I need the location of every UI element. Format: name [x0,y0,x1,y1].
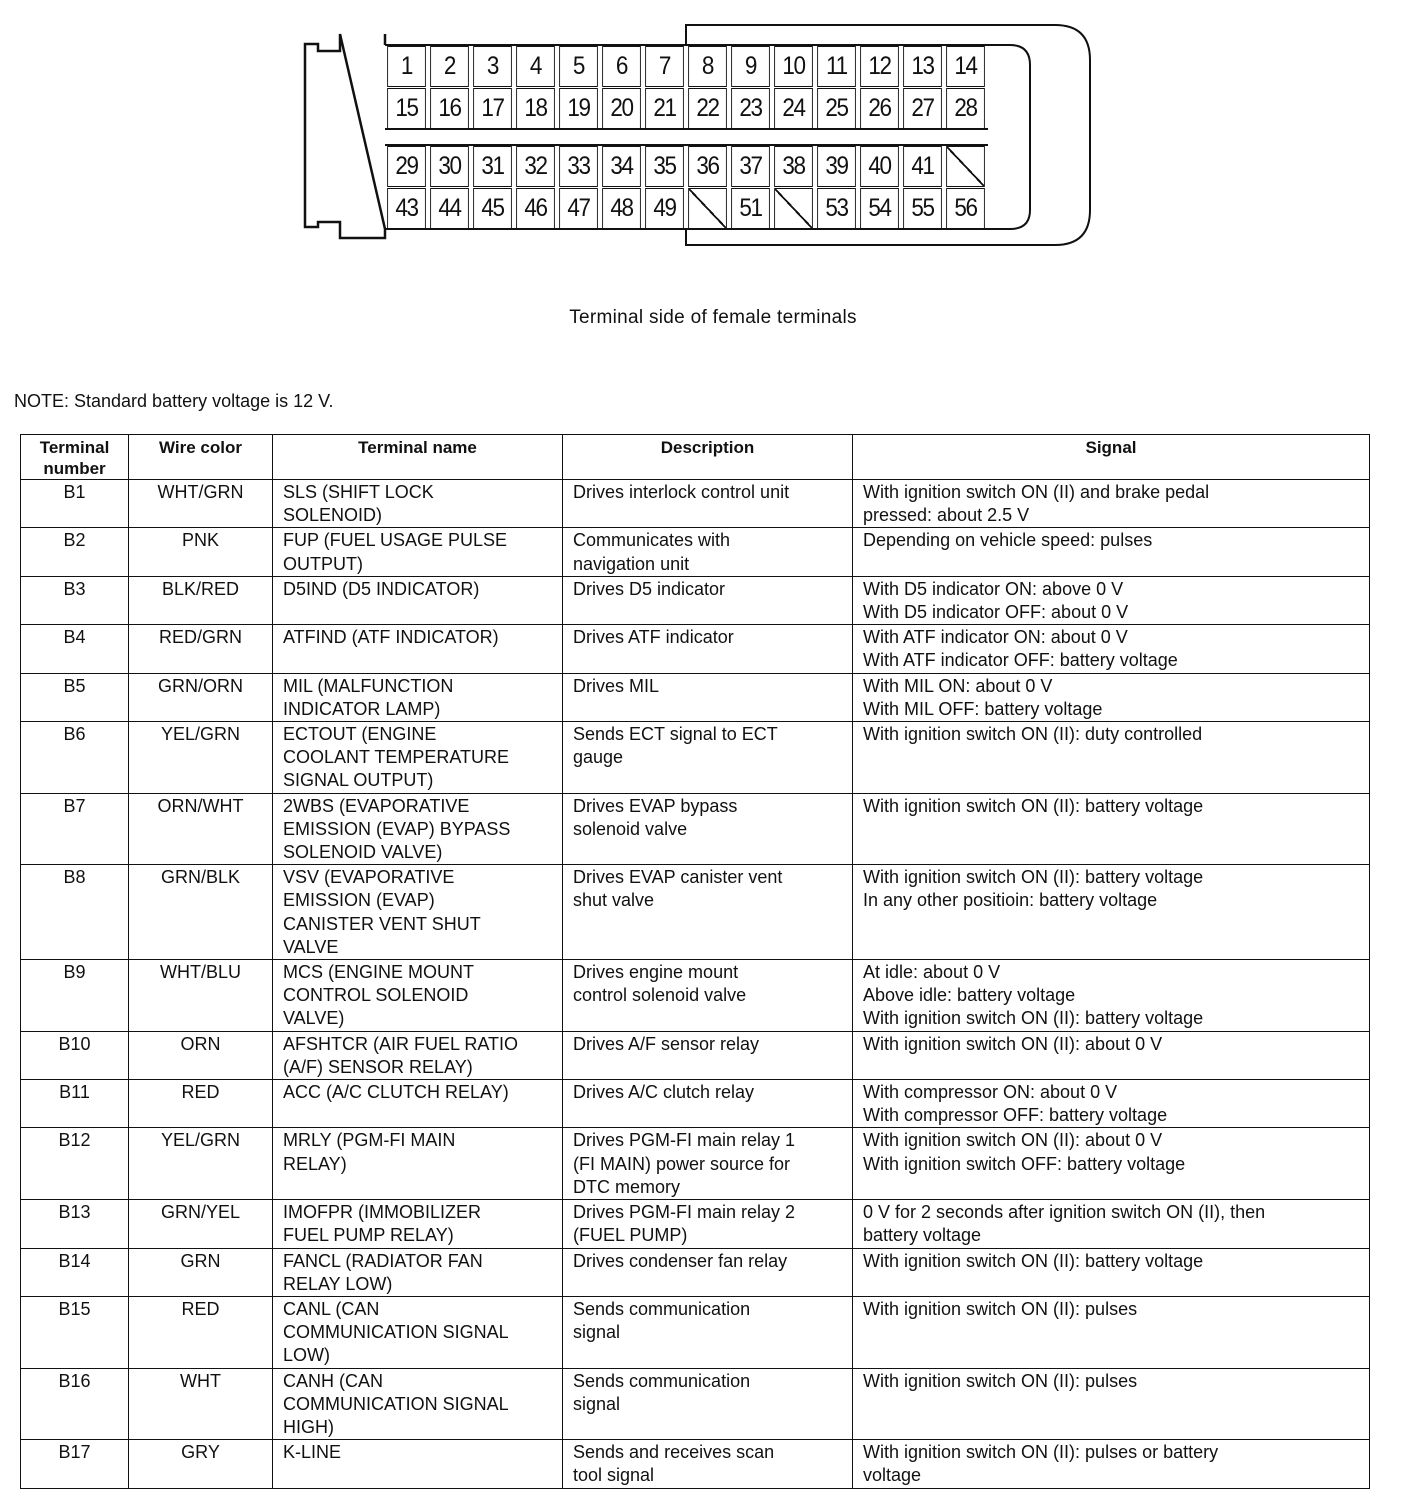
connector-terminal: 24 [774,88,813,129]
connector-terminal: 5 [559,46,598,87]
description-cell: Drives EVAP bypass solenoid valve [563,793,853,865]
wire-color-cell: RED/GRN [129,625,273,673]
connector-terminal: 22 [688,88,727,129]
table-row [21,960,1370,1032]
terminal-name-cell: CANL (CAN COMMUNICATION SIGNAL LOW) [273,1296,563,1368]
signal-cell: With D5 indicator ON: above 0 V With D5 indicator OFF: about 0 V [853,576,1370,624]
connector-terminal: 9 [731,46,770,87]
terminal-number-cell: B3 [21,576,129,624]
wire-color-cell: WHT/BLU [129,960,273,1032]
connector-terminal: 32 [516,146,555,187]
connector-terminal: 3 [473,46,512,87]
signal-cell: With ignition switch ON (II): pulses or battery voltage [853,1440,1370,1488]
table-row [21,576,1370,624]
wire-color-cell: ORN [129,1031,273,1079]
signal-cell: With ignition switch ON (II): battery voltage In any other positioin: battery voltage [853,865,1370,960]
connector-caption: Terminal side of female terminals [569,307,857,328]
description-cell: Drives EVAP canister vent shut valve [563,865,853,960]
terminal-number-cell: B5 [21,673,129,721]
table-row [21,1080,1370,1128]
terminal-number-cell: B7 [21,793,129,865]
connector-terminal: 1 [387,46,426,87]
connector-terminal: 16 [430,88,469,129]
description-cell: Drives PGM-FI main relay 1 (FI MAIN) power source for DTC memory [563,1128,853,1200]
table-row [21,722,1370,794]
signal-cell: With ATF indicator ON: about 0 V With ATF indicator OFF: battery voltage [853,625,1370,673]
table-row [21,1248,1370,1296]
connector-terminal: 39 [817,146,856,187]
table-row [21,1031,1370,1079]
header-wire-color: Wire color [129,435,273,480]
description-cell: Sends and receives scan tool signal [563,1440,853,1488]
description-cell: Sends communication signal [563,1368,853,1440]
terminal-table [20,434,1370,1489]
connector-diagram [0,0,1408,328]
connector-terminal: 8 [688,46,727,87]
wire-color-cell: YEL/GRN [129,722,273,794]
connector-terminal: 37 [731,146,770,187]
terminal-number-cell: B13 [21,1200,129,1248]
wire-color-cell: GRN [129,1248,273,1296]
table-row [21,1368,1370,1440]
connector-terminal: 26 [860,88,899,129]
connector-terminal: 23 [731,88,770,129]
signal-cell: With ignition switch ON (II): duty controlled [853,722,1370,794]
description-cell: Drives condenser fan relay [563,1248,853,1296]
header-signal: Signal [853,435,1370,480]
description-cell: Drives D5 indicator [563,576,853,624]
description-cell: Drives MIL [563,673,853,721]
signal-cell: At idle: about 0 V Above idle: battery voltage With ignition switch ON (II): battery voltage [853,960,1370,1032]
terminal-name-cell: K-LINE [273,1440,563,1488]
terminal-name-cell: FANCL (RADIATOR FAN RELAY LOW) [273,1248,563,1296]
signal-cell: With ignition switch ON (II) and brake pedal pressed: about 2.5 V [853,480,1370,528]
connector-terminal: 28 [946,88,985,129]
terminal-number-cell: B11 [21,1080,129,1128]
terminal-name-cell: ATFIND (ATF INDICATOR) [273,625,563,673]
description-cell: Drives A/C clutch relay [563,1080,853,1128]
connector-terminal-unused [946,146,985,187]
connector-terminal: 18 [516,88,555,129]
terminal-name-cell: FUP (FUEL USAGE PULSE OUTPUT) [273,528,563,576]
terminal-name-cell: IMOFPR (IMMOBILIZER FUEL PUMP RELAY) [273,1200,563,1248]
signal-cell: With ignition switch ON (II): pulses [853,1296,1370,1368]
terminal-name-cell: SLS (SHIFT LOCK SOLENOID) [273,480,563,528]
connector-terminal: 55 [903,188,942,229]
connector-terminal: 38 [774,146,813,187]
connector-terminal: 46 [516,188,555,229]
connector-terminal: 2 [430,46,469,87]
connector-terminal: 44 [430,188,469,229]
description-cell: Drives ATF indicator [563,625,853,673]
note-text: NOTE: Standard battery voltage is 12 V. [14,391,334,411]
terminal-name-cell: VSV (EVAPORATIVE EMISSION (EVAP) CANISTER VENT SHUT VALVE [273,865,563,960]
terminal-number-cell: B15 [21,1296,129,1368]
connector-terminal: 17 [473,88,512,129]
table-header-row [21,435,1370,480]
connector-terminal: 21 [645,88,684,129]
connector-terminal-unused [774,188,813,229]
terminal-number-cell: B17 [21,1440,129,1488]
connector-terminal: 48 [602,188,641,229]
connector-terminal: 33 [559,146,598,187]
signal-cell: With MIL ON: about 0 V With MIL OFF: battery voltage [853,673,1370,721]
table-row [21,673,1370,721]
terminal-name-cell: ACC (A/C CLUTCH RELAY) [273,1080,563,1128]
wire-color-cell: RED [129,1296,273,1368]
table-row [21,1296,1370,1368]
table-row [21,793,1370,865]
connector-terminal: 19 [559,88,598,129]
connector-terminal: 34 [602,146,641,187]
description-cell: Drives A/F sensor relay [563,1031,853,1079]
header-terminal-number: Terminal number [21,435,129,480]
terminal-name-cell: AFSHTCR (AIR FUEL RATIO (A/F) SENSOR RELAY) [273,1031,563,1079]
connector-terminal: 47 [559,188,598,229]
terminal-name-cell: MRLY (PGM-FI MAIN RELAY) [273,1128,563,1200]
table-row [21,528,1370,576]
description-cell: Sends communication signal [563,1296,853,1368]
terminal-name-cell: 2WBS (EVAPORATIVE EMISSION (EVAP) BYPASS SOLENOID VALVE) [273,793,563,865]
connector-terminal: 27 [903,88,942,129]
wire-color-cell: RED [129,1080,273,1128]
connector-terminal: 40 [860,146,899,187]
connector-terminal: 4 [516,46,555,87]
terminal-number-cell: B8 [21,865,129,960]
connector-terminal: 15 [387,88,426,129]
signal-cell: With ignition switch ON (II): about 0 V [853,1031,1370,1079]
wire-color-cell: WHT [129,1368,273,1440]
terminal-name-cell: D5IND (D5 INDICATOR) [273,576,563,624]
connector-terminal: 10 [774,46,813,87]
header-description: Description [563,435,853,480]
wire-color-cell: YEL/GRN [129,1128,273,1200]
terminal-name-cell: MIL (MALFUNCTION INDICATOR LAMP) [273,673,563,721]
terminal-number-cell: B14 [21,1248,129,1296]
connector-terminal: 35 [645,146,684,187]
terminal-number-cell: B1 [21,480,129,528]
terminal-name-cell: MCS (ENGINE MOUNT CONTROL SOLENOID VALVE) [273,960,563,1032]
terminal-number-cell: B2 [21,528,129,576]
terminal-number-cell: B12 [21,1128,129,1200]
connector-terminal: 45 [473,188,512,229]
description-cell: Drives interlock control unit [563,480,853,528]
header-terminal-name: Terminal name [273,435,563,480]
description-cell: Drives PGM-FI main relay 2 (FUEL PUMP) [563,1200,853,1248]
signal-cell: With compressor ON: about 0 V With compressor OFF: battery voltage [853,1080,1370,1128]
connector-terminal-unused [688,188,727,229]
connector-terminal: 25 [817,88,856,129]
signal-cell: With ignition switch ON (II): battery voltage [853,793,1370,865]
connector-terminal: 54 [860,188,899,229]
connector-terminal: 13 [903,46,942,87]
table-row [21,480,1370,528]
table-row [21,865,1370,960]
wire-color-cell: GRY [129,1440,273,1488]
connector-terminal: 56 [946,188,985,229]
connector-terminal: 43 [387,188,426,229]
description-cell: Communicates with navigation unit [563,528,853,576]
signal-cell: 0 V for 2 seconds after ignition switch ON (II), then battery voltage [853,1200,1370,1248]
signal-cell: Depending on vehicle speed: pulses [853,528,1370,576]
connector-terminal: 11 [817,46,856,87]
terminal-number-cell: B6 [21,722,129,794]
connector-terminal: 53 [817,188,856,229]
wire-color-cell: GRN/BLK [129,865,273,960]
wire-color-cell: GRN/YEL [129,1200,273,1248]
connector-terminal: 6 [602,46,641,87]
wire-color-cell: WHT/GRN [129,480,273,528]
table-row [21,1128,1370,1200]
wire-color-cell: GRN/ORN [129,673,273,721]
wire-color-cell: ORN/WHT [129,793,273,865]
connector-terminal: 49 [645,188,684,229]
terminal-name-cell: ECTOUT (ENGINE COOLANT TEMPERATURE SIGNAL OUTPUT) [273,722,563,794]
terminal-number-cell: B4 [21,625,129,673]
signal-cell: With ignition switch ON (II): about 0 V With ignition switch OFF: battery voltage [853,1128,1370,1200]
terminal-number-cell: B9 [21,960,129,1032]
table-row [21,1440,1370,1488]
wire-color-cell: BLK/RED [129,576,273,624]
connector-terminal: 29 [387,146,426,187]
terminal-number-cell: B16 [21,1368,129,1440]
terminal-name-cell: CANH (CAN COMMUNICATION SIGNAL HIGH) [273,1368,563,1440]
signal-cell: With ignition switch ON (II): battery voltage [853,1248,1370,1296]
connector-terminal: 20 [602,88,641,129]
connector-terminal: 36 [688,146,727,187]
connector-terminal: 12 [860,46,899,87]
connector-terminal: 14 [946,46,985,87]
connector-terminal: 51 [731,188,770,229]
terminal-number-cell: B10 [21,1031,129,1079]
signal-cell: With ignition switch ON (II): pulses [853,1368,1370,1440]
table-row [21,625,1370,673]
connector-terminal: 31 [473,146,512,187]
description-cell: Drives engine mount control solenoid valve [563,960,853,1032]
connector-terminal: 41 [903,146,942,187]
connector-terminal: 30 [430,146,469,187]
wire-color-cell: PNK [129,528,273,576]
description-cell: Sends ECT signal to ECT gauge [563,722,853,794]
connector-terminal: 7 [645,46,684,87]
table-row [21,1200,1370,1248]
